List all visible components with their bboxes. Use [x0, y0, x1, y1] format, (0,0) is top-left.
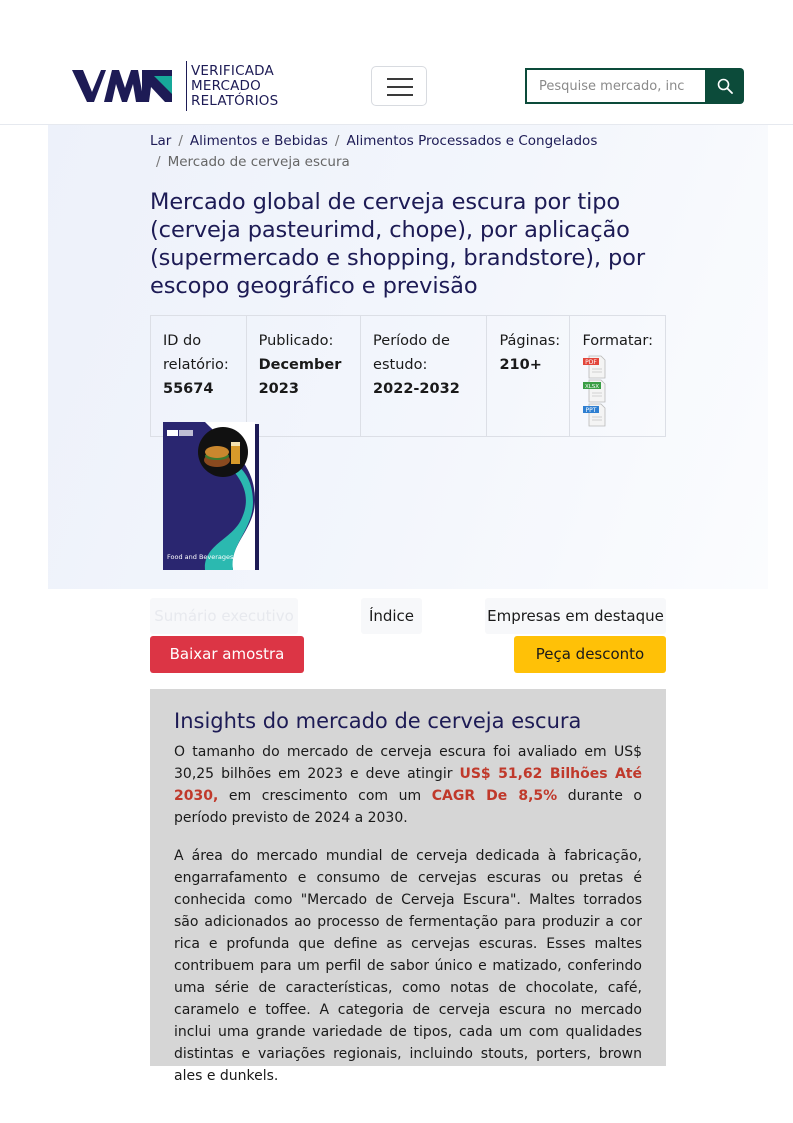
insights-title: Insights do mercado de cerveja escura: [174, 709, 582, 733]
hamburger-icon: [387, 78, 413, 80]
ppt-label: PPT: [585, 407, 597, 414]
cover-caption: Food and Beverages: [167, 553, 234, 561]
meta-period-value: 2022-2032: [373, 381, 460, 397]
breadcrumb-subcategory-link[interactable]: Alimentos Processados e Congelados: [346, 133, 598, 149]
meta-id-label: ID do relatório:: [163, 333, 229, 373]
report-meta-table: [150, 315, 666, 437]
cagr-highlight: CAGR De 8,5%: [431, 788, 558, 804]
insights-text: em crescimento com um: [218, 788, 432, 804]
meta-published: [247, 316, 361, 436]
breadcrumb-category-link[interactable]: Alimentos e Bebidas: [189, 133, 328, 149]
breadcrumb-current: Mercado de cerveja escura: [167, 154, 350, 170]
download-sample-button[interactable]: Baixar amostra: [150, 636, 304, 673]
logo-line-3: RELATÓRIOS: [191, 92, 279, 109]
meta-format-label: Formatar:: [582, 333, 654, 349]
tab-featured-companies[interactable]: Empresas em destaque: [485, 598, 666, 634]
vmr-logo-icon: [72, 68, 174, 104]
ppt-file-icon[interactable]: [582, 403, 612, 427]
xlsx-file-icon[interactable]: [582, 379, 612, 403]
meta-pages-value: 210+: [499, 357, 542, 373]
search-bar: [525, 68, 744, 104]
breadcrumb-separator: /: [156, 154, 161, 170]
logo-line-2: MERCADO: [191, 77, 261, 94]
breadcrumb-separator: /: [334, 133, 340, 149]
pdf-file-icon[interactable]: [582, 355, 612, 379]
hamburger-icon: [387, 86, 413, 88]
search-button[interactable]: [705, 68, 744, 104]
menu-toggle-button[interactable]: [371, 66, 427, 106]
logo[interactable]: [72, 60, 278, 112]
format-icons: [582, 355, 653, 427]
xlsx-label: XLSX: [585, 384, 600, 390]
insights-panel: [150, 689, 666, 1084]
request-discount-button[interactable]: Peça desconto: [514, 636, 666, 673]
meta-study-period: [361, 316, 487, 436]
tab-index[interactable]: Índice: [361, 598, 422, 634]
site-header: [0, 0, 793, 125]
meta-period-label: Período de estudo:: [373, 333, 450, 373]
pdf-label: PDF: [585, 359, 598, 366]
meta-pages-label: Páginas:: [499, 333, 561, 349]
insights-text: O tamanho do mercado de cerveja escura foi avaliado em US$ 30,25 bilhões em 2023 e deve atingir: [174, 744, 642, 782]
logo-line-1: VERIFICADA: [191, 62, 274, 79]
meta-published-value: December 2023: [258, 357, 342, 397]
meta-format: [570, 316, 665, 436]
page-title: Mercado global de cerveja escura por tipo (cerveja pasteurimd, chope), por aplicação (supermercado e shopping, brandstore), por escopo geográfico e previsão: [150, 189, 645, 299]
logo-text: [191, 64, 278, 109]
logo-divider: [186, 61, 187, 111]
hamburger-icon: [387, 94, 413, 96]
market-size-highlight: US$ 51,62 Bilhões Até 2030,: [174, 766, 642, 804]
breadcrumb-separator: /: [178, 133, 183, 149]
breadcrumb: [150, 131, 630, 173]
report-cover-image: [163, 420, 261, 572]
meta-id-value: 55674: [163, 381, 214, 397]
tab-executive-summary[interactable]: Sumário executivo: [150, 598, 298, 634]
search-icon: [717, 78, 733, 94]
search-input[interactable]: [525, 68, 705, 104]
insights-paragraph-1: [174, 741, 642, 829]
breadcrumb-home-link[interactable]: Lar: [150, 133, 172, 149]
meta-published-label: Publicado:: [258, 333, 334, 349]
insights-text: durante o período previsto de 2024 a 2030.: [174, 788, 642, 826]
meta-pages: [487, 316, 570, 436]
insights-paragraph-2: A área do mercado mundial de cerveja dedicada à fabricação, engarrafamento e consumo de cervejas escuras ou pretas é conhecida como "Mercado de Cerveja Escura". Maltes torrados são adicionados ao processo de fermentação para produzir a cor rica e profunda que define as cervejas escuras. Esses maltes contribuem para um perfil de sabor único e matizado, conferindo uma série de características, como notas de chocolate, café, caramelo e toffee. A categoria de cerveja escura no mercado inclui uma grande variedade de tipos, cada um com qualidades distintas e variações regionais, incluindo stouts, porters, brown ales e dunkels.: [174, 848, 642, 1084]
meta-report-id: [151, 316, 247, 436]
